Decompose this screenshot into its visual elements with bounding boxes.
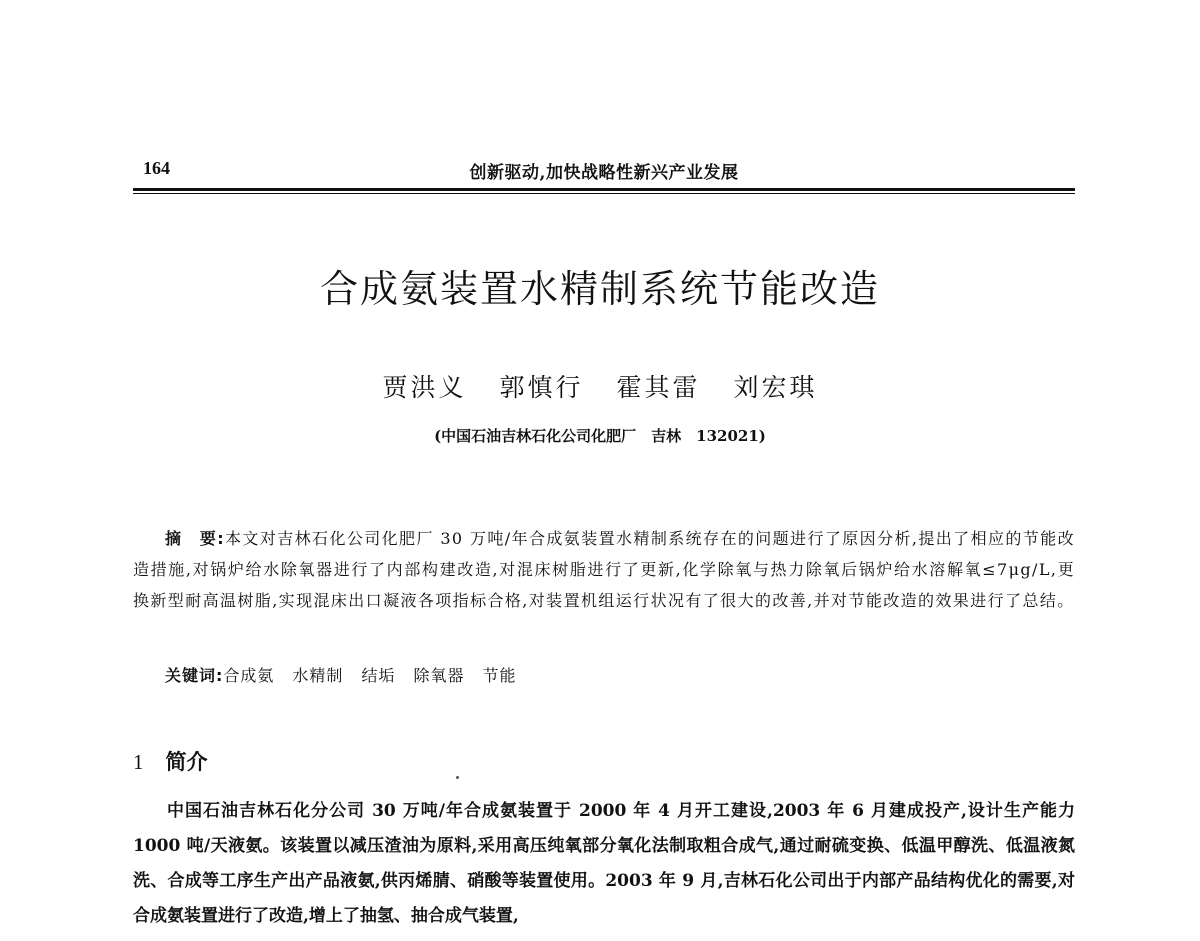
author-name: 霍其雷 bbox=[616, 373, 701, 402]
section-heading bbox=[133, 746, 208, 776]
keywords bbox=[165, 663, 534, 686]
keyword: 水精制 bbox=[292, 666, 344, 685]
keyword: 除氧器 bbox=[413, 666, 465, 685]
header-rule-thick bbox=[133, 188, 1075, 191]
section-title: 简介 bbox=[165, 750, 208, 774]
section-number: 1 bbox=[133, 750, 144, 774]
author-name: 刘宏琪 bbox=[733, 373, 818, 402]
header-rule-thin bbox=[133, 193, 1075, 194]
abstract bbox=[133, 523, 1075, 616]
paper-title: 合成氨装置水精制系统节能改造 bbox=[319, 267, 880, 311]
body-paragraph: 中国石油吉林石化分公司 30 万吨/年合成氨装置于 2000 年 4 月开工建设,2003 年 6 月建成投产,设计生产能力 1000 吨/天液氨。该装置以减压渣油为原料,采用高压纯氧部分氧化法制取粗合成气,通过耐硫变换、低温甲醇洗、低温液氮洗、合成等工序生产出产品液氨,供丙烯腈、硝酸等装置使用。2003 年 9 月,吉林石化公司出于内部产品结构优化的需要,对合成氨装置进行了改造,增上了抽氢、抽合成气装置, bbox=[133, 801, 1075, 926]
abstract-label: 摘 要: bbox=[165, 529, 226, 548]
keyword: 结垢 bbox=[361, 666, 396, 685]
keyword: 合成氨 bbox=[223, 666, 275, 685]
author-list bbox=[0, 368, 1200, 404]
abstract-text: 本文对吉林石化公司化肥厂 30 万吨/年合成氨装置水精制系统存在的问题进行了原因分析,提出了相应的节能改造措施,对锅炉给水除氧器进行了内部构建改造,对混床树脂进行了更新,化学除氧与热力除氧后锅炉给水溶解氧≤7μg/L,更换新型耐高温树脂,实现混床出口凝液各项指标合格,对装置机组运行状况有了很大的改善,并对节能改造的效果进行了总结。 bbox=[133, 529, 1076, 610]
page-number: 164 bbox=[143, 158, 170, 178]
scan-speck bbox=[456, 776, 459, 779]
author-name: 郭慎行 bbox=[499, 373, 584, 402]
author-name: 贾洪义 bbox=[382, 373, 467, 402]
keywords-label: 关键词: bbox=[165, 666, 224, 685]
affiliation: (中国石油吉林石化公司化肥厂 吉林 132021) bbox=[434, 427, 766, 445]
running-title: 创新驱动,加快战略性新兴产业发展 bbox=[469, 163, 739, 183]
keyword: 节能 bbox=[482, 666, 517, 685]
running-header bbox=[133, 158, 1075, 186]
